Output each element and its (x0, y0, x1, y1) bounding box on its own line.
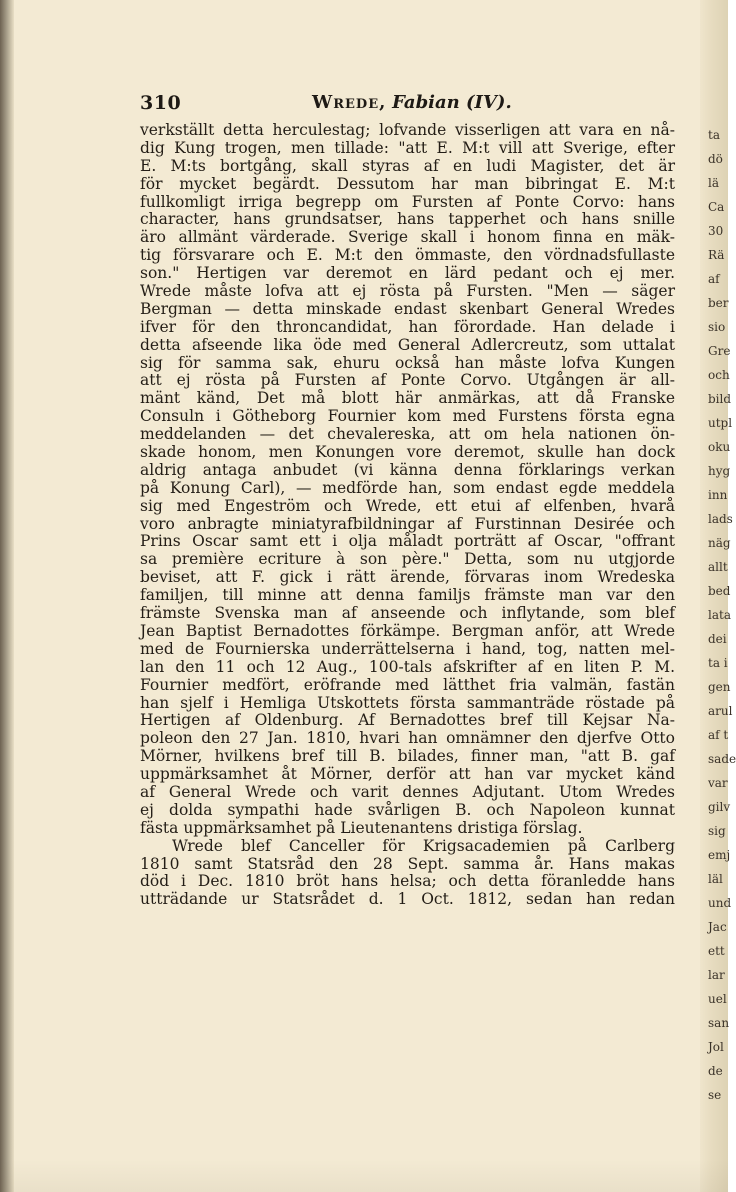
text-line: med de Fournierska underrättelserna i hand, tog, natten mel- (140, 639, 675, 658)
next-page-bleed-through (708, 128, 736, 1128)
margin-fragment: allt (708, 560, 728, 574)
margin-fragment: inn (708, 488, 728, 502)
margin-fragment: bed (708, 584, 731, 598)
text-line: sig för samma sak, ehuru också han måste lofva Kungen (140, 353, 675, 372)
text-line: Prins Oscar samt ett i olja måladt porträtt af Oscar, "offrant (140, 532, 675, 551)
margin-fragment: dei (708, 632, 727, 646)
text-line: Mörner, hvilkens bref till B. bilades, finner man, "att B. gaf (140, 747, 675, 766)
text-line: fästa uppmärksamhet på Lieutenantens dristiga förslag. (140, 818, 583, 837)
margin-fragment: sio (708, 320, 726, 334)
margin-fragment: se (708, 1088, 722, 1102)
margin-fragment: 30 (708, 224, 724, 238)
text-line: character, hans grundsatser, hans tapperhet och hans snille (140, 210, 675, 229)
margin-fragment: lar (708, 968, 725, 982)
text-line: dig Kung trogen, men tillade: "att E. M:t vill att Sverige, efter (140, 138, 675, 157)
margin-fragment: läl (708, 872, 723, 886)
margin-fragment: gen (708, 680, 731, 694)
text-line: E. M:ts bortgång, skall styras af en ludi Magister, det är (140, 156, 675, 175)
text-line: fullkomligt irriga begrepp om Fursten af Ponte Corvo: hans (140, 192, 675, 211)
text-line: uppmärksamhet åt Mörner, derför att han var mycket känd (140, 765, 675, 784)
margin-fragment: bild (708, 392, 732, 406)
margin-fragment: lata (708, 608, 731, 622)
text-line: Fournier medfört, eröfrande med lätthet fria valmän, fastän (140, 675, 675, 694)
margin-fragment: oku (708, 440, 731, 454)
text-line: sig med Engeström och Wrede, ett etui af elfenben, hvarå (140, 496, 675, 515)
text-line: mänt känd, Det må blott här anmärkas, att då Franske (140, 389, 675, 408)
text-line: lan den 11 och 12 Aug., 100-tals afskrifter af en liten P. M. (140, 657, 675, 676)
margin-fragment: sig (708, 824, 726, 838)
page-number: 310 (140, 92, 182, 114)
text-line: detta afseende lika öde med General Adlercreutz, som uttalat (140, 335, 675, 354)
text-line: 1810 samt Statsråd den 28 Sept. samma år. Hans makas (140, 854, 675, 873)
margin-fragment: emj (708, 848, 731, 862)
text-line: han sjelf i Hemliga Utskottets första sammanträde röstade på (140, 693, 675, 712)
text-line: på Konung Carl), — medförde han, som endast egde meddela (140, 478, 675, 497)
margin-fragment: Rä (708, 248, 725, 262)
text-line: tig försvarare och E. M:t den ömmaste, den vördnadsfullaste (140, 246, 675, 265)
text-line: beviset, att F. gick i rätt ärende, förvaras inom Wredeska (140, 568, 675, 587)
margin-fragment: und (708, 896, 732, 910)
margin-fragment: ta i (708, 656, 728, 670)
text-line: för mycket begärdt. Dessutom har man bibringat E. M:t (140, 174, 675, 193)
margin-fragment: sade (708, 752, 736, 766)
margin-fragment: dö (708, 152, 723, 166)
margin-fragment: Ca (708, 200, 725, 214)
margin-fragment: af (708, 272, 720, 286)
margin-fragment: och (708, 368, 730, 382)
margin-fragment: hyg (708, 464, 731, 478)
page-binding-edge (0, 0, 14, 1192)
text-line: aldrig antaga anbudet (vi känna denna förklarings verkan (140, 460, 675, 479)
body-text (140, 122, 675, 909)
text-line: verkställt detta herculestag; lofvande visserligen att vara en nå- (140, 121, 675, 139)
margin-fragment: de (708, 1064, 723, 1078)
text-line: ej dolda sympathi hade svårligen B. och Napoleon kunnat (140, 800, 675, 819)
margin-fragment: af t (708, 728, 729, 742)
margin-fragment: lads (708, 512, 733, 526)
text-line: Consuln i Götheborg Fournier kom med Furstens första egna (140, 407, 675, 426)
text-line: son." Hertigen var deremot en lärd pedant och ej mer. (140, 264, 675, 283)
text-line: familjen, till minne att denna familjs främste man var den (140, 586, 675, 605)
margin-fragment: utpl (708, 416, 733, 430)
running-header (140, 90, 680, 118)
text-line: främste Svenska man af anseende och inflytande, som blef (140, 604, 675, 623)
margin-fragment: var (708, 776, 728, 790)
text-line: att ej rösta på Fursten af Ponte Corvo. Utgången är all- (140, 371, 675, 390)
page-bottom-shade (0, 1160, 728, 1192)
text-line: af General Wrede och varit dennes Adjutant. Utom Wredes (140, 782, 675, 801)
margin-fragment: Jol (708, 1040, 724, 1054)
text-line: Wrede måste lofva att ej rösta på Fursten. "Men — säger (140, 282, 675, 301)
margin-fragment: ber (708, 296, 729, 310)
margin-fragment: gilv (708, 800, 731, 814)
text-line: skade honom, men Konungen vore deremot, skulle han dock (140, 443, 675, 462)
running-title-surname: Wrede, (312, 92, 387, 113)
text-line: död i Dec. 1810 bröt hans helsa; och detta föranledde hans (140, 872, 675, 891)
text-line: Jean Baptist Bernadottes förkämpe. Bergman anför, att Wrede (140, 621, 675, 640)
margin-fragment: näg (708, 536, 731, 550)
margin-fragment: ett (708, 944, 725, 958)
running-title-given-name: Fabian (IV). (392, 92, 512, 113)
margin-fragment: Jac (708, 920, 727, 934)
margin-fragment: san (708, 1016, 730, 1030)
text-line: Bergman — detta minskade endast skenbart General Wredes (140, 299, 675, 318)
text-line: ifver för den throncandidat, han förordade. Han delade i (140, 317, 675, 336)
margin-fragment: lä (708, 176, 719, 190)
text-line: meddelanden — det chevalereska, att om hela nationen ön- (140, 425, 675, 444)
text-line: Wrede blef Canceller för Krigsacademien på Carlberg (172, 836, 675, 855)
text-line: sa première ecriture à son père." Detta, som nu utgjorde (140, 550, 675, 569)
margin-fragment: ta (708, 128, 720, 142)
running-title (312, 92, 512, 113)
text-line: poleon den 27 Jan. 1810, hvari han omnämner den djerfve Otto (140, 729, 675, 748)
margin-fragment: Gre (708, 344, 731, 358)
margin-fragment: uel (708, 992, 727, 1006)
margin-fragment: arul (708, 704, 733, 718)
text-line: voro anbragte miniatyrafbildningar af Furstinnan Desirée och (140, 514, 675, 533)
text-line: äro allmänt värderade. Sverige skall i honom finna en mäk- (140, 228, 675, 247)
text-line: utträdande ur Statsrådet d. 1 Oct. 1812, sedan han redan (140, 890, 675, 909)
text-line: Hertigen af Oldenburg. Af Bernadottes bref till Kejsar Na- (140, 711, 675, 730)
